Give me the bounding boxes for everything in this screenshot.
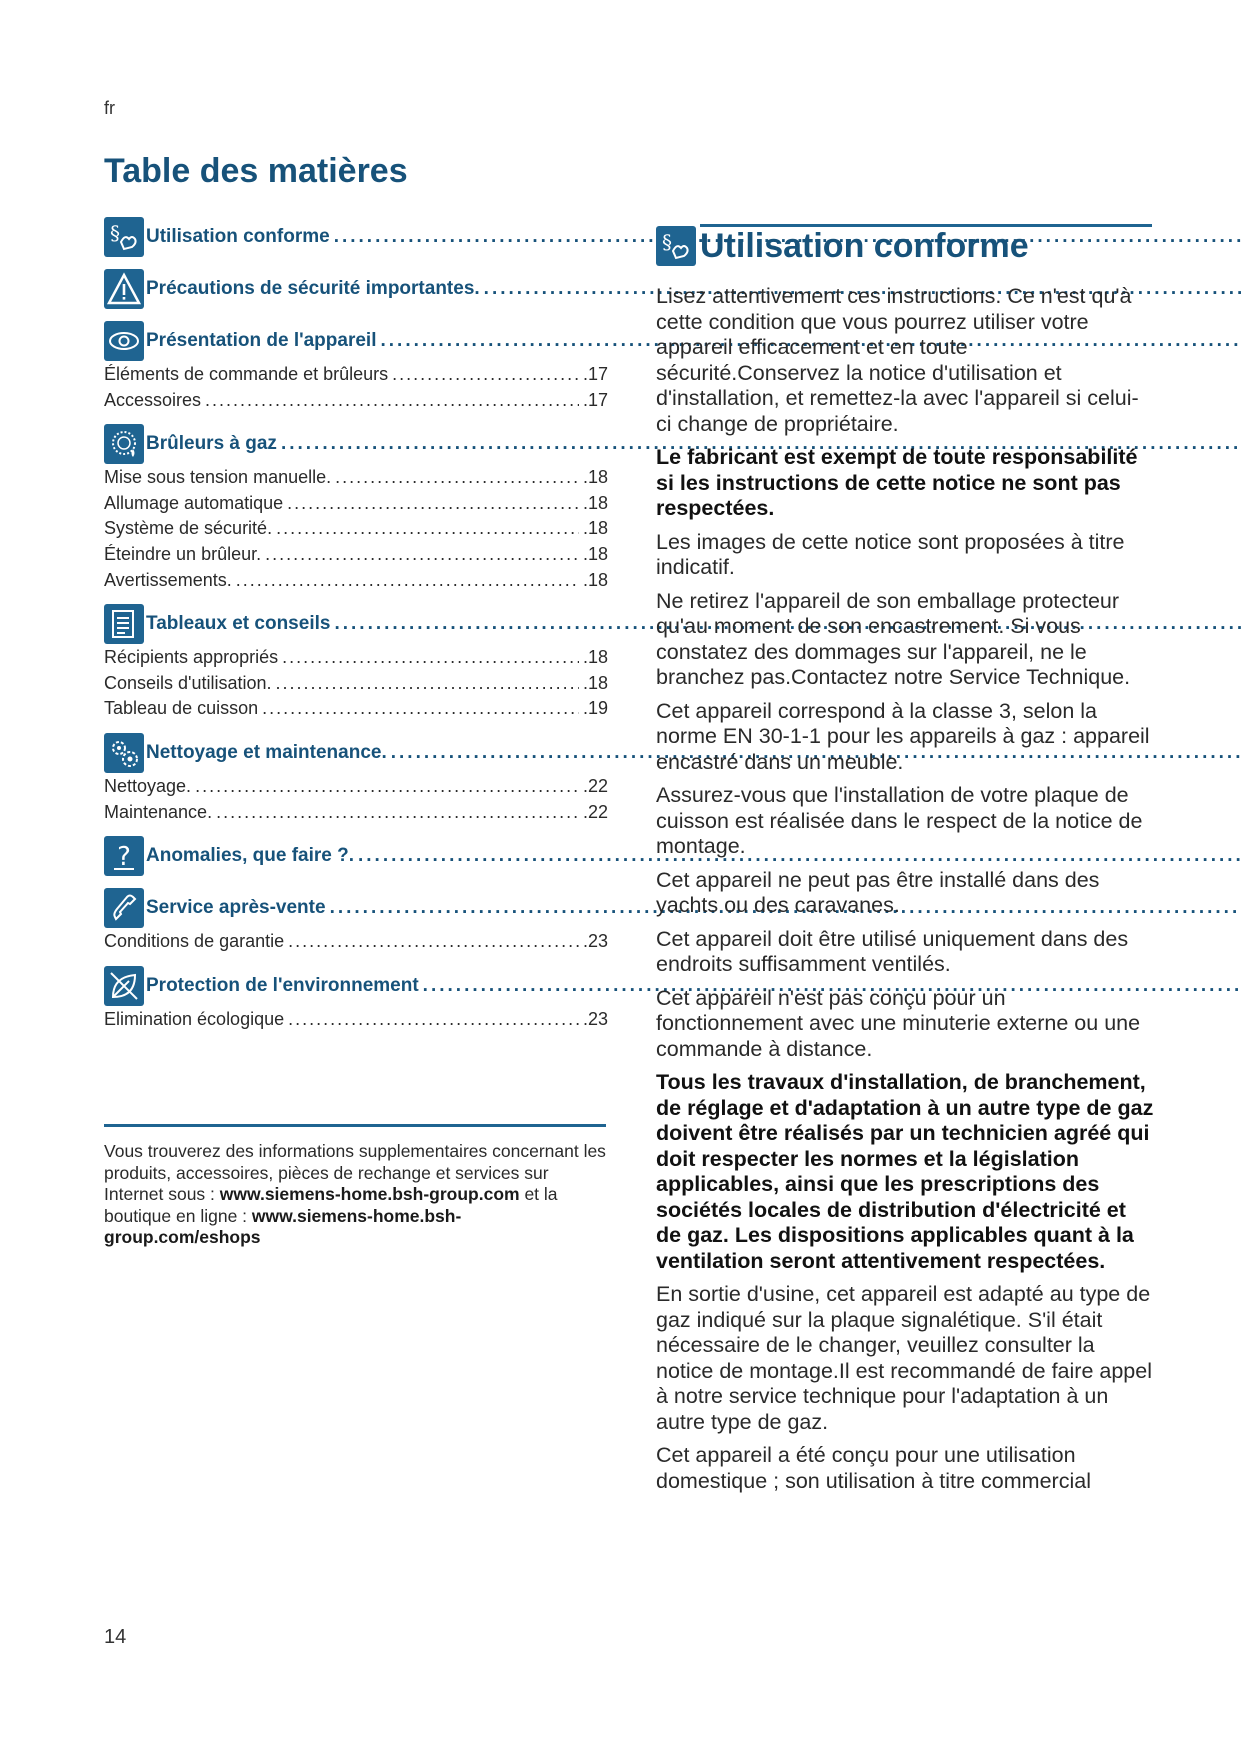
body-paragraph: En sortie d'usine, cet appareil est adapté au type de gaz indiqué sur la plaque signalétique. S'il était nécessaire de le changer, veuillez consulter la notice de montage.Il est recommandé de faire appel à notre service technique pour l'adaptation à un autre type de gaz. (656, 1282, 1152, 1434)
body-paragraph: Assurez-vous que l'installation de votre plaque de cuisson est réalisée dans le respect de la notice de montage. (656, 783, 1143, 858)
toc-subitem[interactable] (104, 491, 608, 517)
toc-subitem[interactable] (104, 800, 608, 826)
toc-heading[interactable] (104, 835, 608, 877)
toc-subitem-page: .22 (582, 801, 608, 822)
toc-subitem[interactable] (104, 362, 608, 388)
toc-subitem-page: .22 (582, 775, 608, 796)
toc-subitem-label: Maintenance. (104, 801, 213, 822)
toc-title: Table des matières (104, 152, 408, 190)
warning-paragraph: Le fabricant est exempt de toute responsabilité si les instructions de cette notice ne sont pas respectées. (656, 445, 1138, 520)
leader-dots (288, 1007, 579, 1033)
leader-dots (195, 774, 579, 800)
body-paragraph: Cet appareil doit être utilisé uniquement dans des endroits suffisamment ventilés. (656, 926, 1129, 976)
toc-heading-label: Tableaux et conseils (146, 613, 331, 635)
footer-link-1[interactable]: www.siemens-home.bsh-group.com (219, 1184, 520, 1204)
toc-subitem[interactable] (104, 774, 608, 800)
warning-paragraph: Tous les travaux d'installation, de branchement, de réglage et d'adaptation à un autre type de gaz doivent être réalisés par un technicien agréé qui doit respecter les normes et la législation applicables, ainsi que les prescriptions des sociétés locales de distribution d'électricité et de gaz. Les dispositions applicables quant à la ventilation seront attentivement respectées. (656, 1070, 1154, 1273)
document-icon (104, 604, 144, 644)
leader-dots (262, 696, 579, 722)
toc-heading[interactable] (104, 965, 608, 1007)
toc-subitem[interactable] (104, 671, 608, 697)
leader-dots (265, 542, 579, 568)
law-hand-icon (656, 226, 696, 266)
svg-text:§: § (110, 221, 120, 245)
toc-heading[interactable] (104, 423, 608, 465)
toc-subitem-label: Conditions de garantie (104, 931, 285, 952)
language-code: fr (104, 98, 115, 118)
toc-subitem-page: .18 (582, 647, 608, 668)
toc-heading[interactable] (104, 216, 608, 258)
leader-dots (276, 671, 579, 697)
toc-subitem-page: .18 (582, 672, 608, 693)
body-paragraph: Cet appareil ne peut pas être installé dans des yachts ou des caravanes. (656, 867, 1100, 917)
leader-dots (205, 388, 579, 414)
toc-heading[interactable] (104, 732, 608, 774)
section-header (656, 226, 1029, 266)
footer-text-1: Vous trouverez des informations supplementaires concernant les produits, accessoires, pièces de rechange et services sur Internet sous : (104, 1141, 606, 1204)
toc-subitem-label: Mise sous tension manuelle. (104, 467, 332, 488)
toc-subitem[interactable] (104, 388, 608, 414)
toc-subitem-page: .19 (582, 698, 608, 719)
toc-section (104, 732, 608, 825)
toc-subitem-label: Nettoyage. (104, 775, 192, 796)
toc-subitem[interactable] (104, 696, 608, 722)
warning-triangle-icon (104, 269, 144, 309)
toc-subitem[interactable] (104, 645, 608, 671)
leader-dots (276, 516, 579, 542)
burner-icon (104, 424, 144, 464)
leader-dots (236, 568, 579, 594)
toc-subitem-page: .23 (582, 1008, 608, 1029)
question-icon (104, 836, 144, 876)
body-paragraph: Cet appareil n'est pas conçu pour un fonctionnement avec une minuterie externe ou une commande à distance. (656, 985, 1141, 1061)
toc-subitem-label: Éléments de commande et brûleurs (104, 364, 389, 384)
toc-subitem-label: Système de sécurité. (104, 518, 273, 539)
toc-section (104, 965, 608, 1033)
leader-dots (287, 491, 579, 517)
toc-subitem-label: Conseils d'utilisation. (104, 672, 272, 693)
toc-heading-label: Protection de l'environnement (146, 974, 419, 996)
toc-subitem-page: .17 (582, 389, 608, 410)
toc-heading-label: Présentation de l'appareil (146, 330, 377, 351)
toc-section (104, 887, 608, 955)
body-paragraph: Les images de cette notice sont proposées à titre indicatif. (656, 529, 1125, 579)
body-paragraph: Cet appareil a été conçu pour une utilisation domestique ; son utilisation à titre commercial (656, 1443, 1091, 1493)
toc-subitem-label: Éteindre un brûleur. (104, 543, 262, 564)
table-of-contents (104, 216, 608, 1042)
toc-subitem[interactable] (104, 465, 608, 491)
toc-heading[interactable] (104, 320, 608, 362)
toc-subitem-page: .18 (582, 569, 608, 590)
page-number: 14 (104, 1626, 127, 1648)
section-title: Utilisation conforme (700, 226, 1029, 265)
leader-dots (392, 362, 579, 388)
toc-section (104, 835, 608, 877)
toc-section (104, 320, 608, 413)
toc-subitem[interactable] (104, 542, 608, 568)
toc-section (104, 216, 608, 258)
toc-subitem-label: Accessoires (104, 389, 202, 410)
toc-heading-label: Utilisation conforme (146, 226, 330, 247)
toc-subitem-label: Avertissements. (104, 569, 232, 590)
toc-subitem-page: .23 (582, 931, 608, 952)
toc-section (104, 423, 608, 593)
leader-dots (288, 929, 579, 955)
leaf-icon (104, 966, 144, 1006)
toc-subitem[interactable] (104, 516, 608, 542)
toc-subitem[interactable] (104, 1007, 608, 1033)
svg-text:?: ? (117, 842, 131, 873)
body-paragraph: Cet appareil correspond à la classe 3, selon la norme EN 30-1-1 pour les appareils à gaz : appareil encastré dans un meuble. (656, 698, 1150, 774)
footer-note (104, 1141, 609, 1249)
phone-icon (104, 888, 144, 928)
leader-dots (216, 800, 579, 826)
footer-divider (104, 1124, 606, 1127)
toc-subitem-label: Elimination écologique (104, 1008, 285, 1029)
leader-dots (335, 465, 579, 491)
gears-icon (104, 733, 144, 773)
section-body (656, 284, 1154, 1502)
toc-subitem-page: .17 (582, 364, 608, 384)
toc-section (104, 268, 608, 310)
toc-subitem-page: .18 (582, 543, 608, 564)
toc-heading[interactable] (104, 268, 608, 310)
law-hand-icon (104, 217, 144, 257)
svg-text:§: § (662, 230, 672, 254)
toc-heading-label: Nettoyage et maintenance. (146, 741, 387, 763)
footer-text-2: et la boutique en ligne : (104, 1184, 558, 1226)
toc-subitem[interactable] (104, 929, 608, 955)
toc-subitem-label: Récipients appropriés (104, 647, 279, 668)
toc-heading[interactable] (104, 887, 608, 929)
toc-subitem-page: .18 (582, 467, 608, 488)
toc-heading-label: Service après-vente (146, 897, 326, 919)
toc-heading-label: Précautions de sécurité importantes. (146, 278, 480, 299)
toc-heading-label: Anomalies, que faire ?. (146, 845, 354, 867)
toc-subitem-label: Allumage automatique (104, 492, 284, 513)
toc-section (104, 603, 608, 722)
footer-link-2[interactable]: www.siemens-home.bsh-group.com/eshops (104, 1205, 462, 1247)
toc-subitem[interactable] (104, 568, 608, 594)
toc-subitem-page: .18 (582, 518, 608, 539)
toc-subitem-label: Tableau de cuisson (104, 698, 259, 719)
leader-dots (282, 645, 579, 671)
toc-subitem-page: .18 (582, 492, 608, 513)
body-paragraph: Ne retirez l'appareil de son emballage protecteur qu'au moment de son encastrement. Si vous constatez des dommages sur l'appareil, ne le branchez pas.Contactez notre Service Technique. (656, 588, 1131, 689)
toc-heading[interactable] (104, 603, 608, 645)
toc-heading-label: Brûleurs à gaz (146, 433, 277, 455)
body-paragraph: Lisez attentivement ces instructions. Ce n'est qu'à cette condition que vous pourrez utiliser votre appareil efficacement et en toute sécurité.Conservez la notice d'utilisation et d'installation, et remettez-la avec l'appareil si celui-ci change de propriétaire. (656, 284, 1139, 436)
eye-icon (104, 321, 144, 361)
